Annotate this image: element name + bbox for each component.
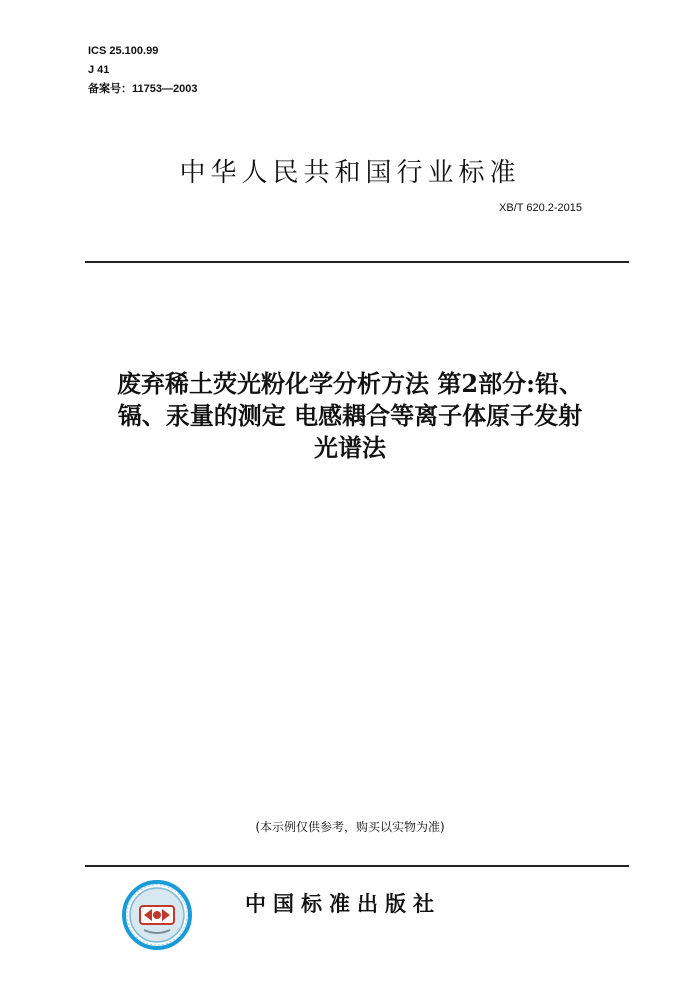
filing-number: 备案号：11753—2003 <box>88 83 198 95</box>
publisher-name: 中国标准出版社 <box>245 892 441 916</box>
top-divider <box>85 261 629 263</box>
document-title-line-2: 镉、汞量的测定 电感耦合等离子体原子发射 <box>117 401 583 430</box>
reference-note: (本示例仅供参考，购买以实物为准) <box>255 820 445 834</box>
document-title <box>40 368 660 464</box>
standard-code: XB/T 620.2-2015 <box>499 202 582 214</box>
standard-category-title: 中华人民共和国行业标准 <box>179 158 521 188</box>
publisher-seal-icon <box>122 880 192 950</box>
ccs-code: J 41 <box>88 64 110 76</box>
document-title-line-1: 废弃稀土荧光粉化学分析方法 第2部分:铅、 <box>117 369 583 398</box>
header-meta <box>88 42 197 99</box>
document-title-line-3: 光谱法 <box>314 433 386 462</box>
ics-code: ICS 25.100.99 <box>88 45 159 57</box>
bottom-divider <box>85 865 629 867</box>
